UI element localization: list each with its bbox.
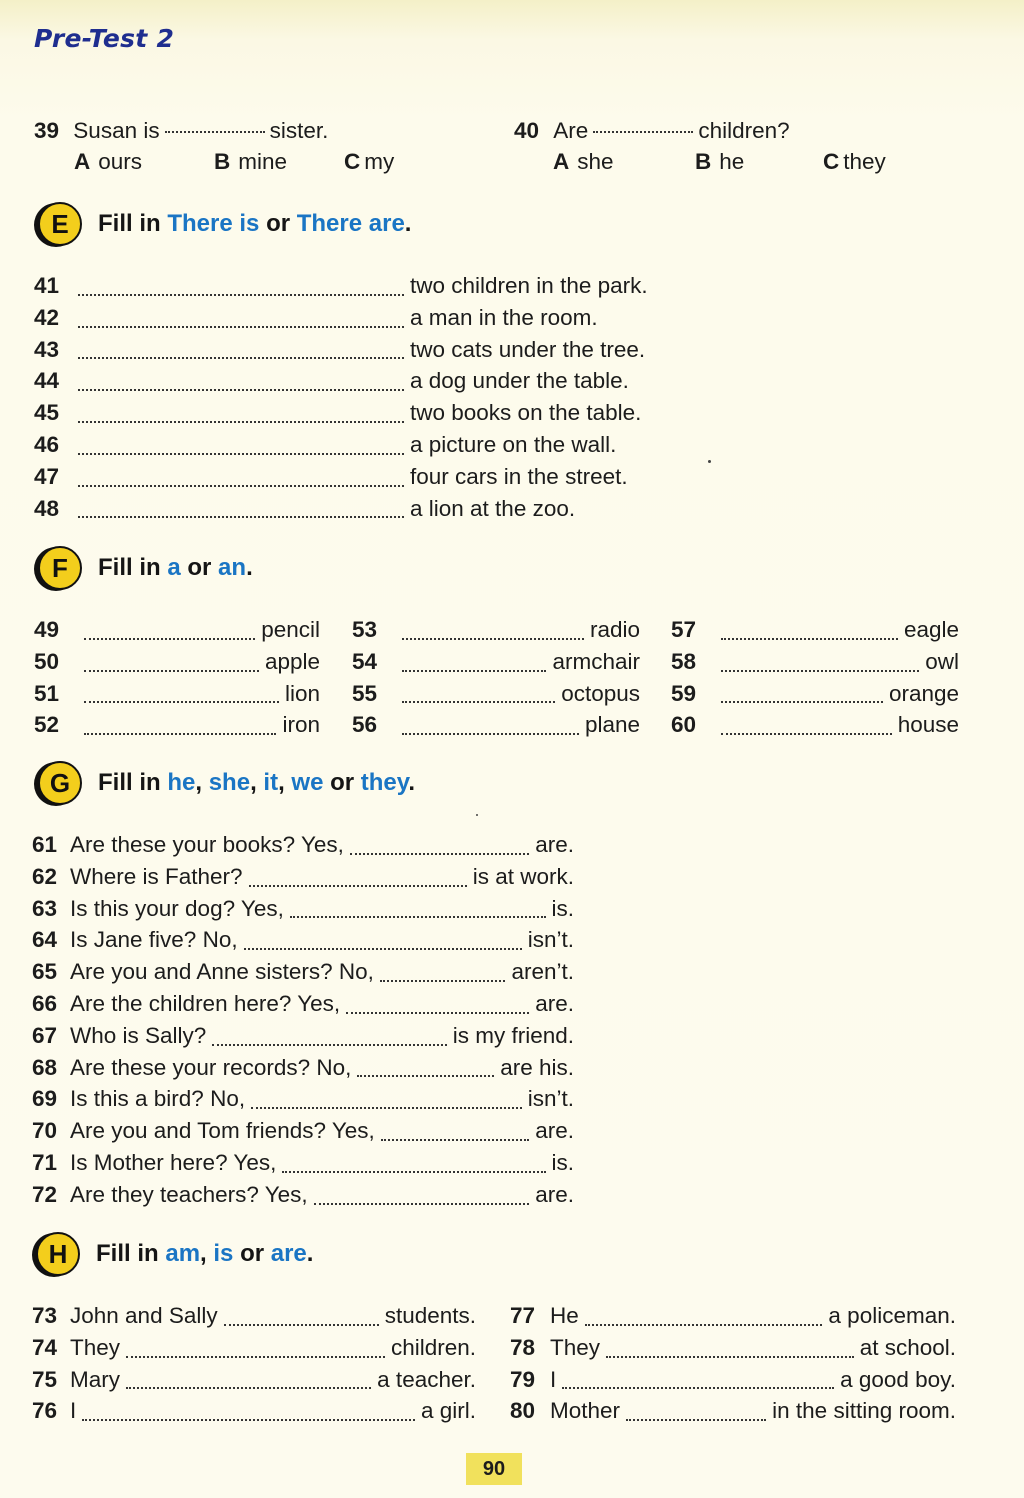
list-item: 45 two books on the table. <box>34 400 642 426</box>
answer-blank[interactable] <box>562 1387 834 1389</box>
answer-blank[interactable] <box>402 733 579 735</box>
options-39 <box>74 149 395 175</box>
list-item: 47 four cars in the street. <box>34 463 628 489</box>
answer-blank[interactable] <box>381 1139 529 1141</box>
answer-blank[interactable] <box>721 701 883 703</box>
list-item: 41 two children in the park. <box>34 273 648 298</box>
list-item: 69 Is this a bird? No, isn’t. <box>32 1086 574 1112</box>
option-b[interactable]: B he <box>695 149 745 174</box>
answer-blank[interactable] <box>126 1387 371 1389</box>
answer-blank[interactable] <box>224 1324 379 1326</box>
question-text-before: Susan is <box>73 118 160 143</box>
question-39 <box>34 118 328 144</box>
section-e-list <box>34 270 674 524</box>
list-item: 67 Who is Sally? is my friend. <box>32 1022 574 1048</box>
scan-speck <box>708 460 711 463</box>
options-40 <box>553 149 886 175</box>
list-item: 48 a lion at the zoo. <box>34 495 576 521</box>
list-item: 59 orange <box>671 680 959 706</box>
list-item: 51 lion <box>34 680 320 706</box>
answer-blank[interactable] <box>82 1419 415 1421</box>
section-f-header <box>38 546 253 590</box>
list-item: 50 apple <box>34 648 320 674</box>
section-instruction: Fill in a or an. <box>98 554 253 581</box>
option-a[interactable]: A ours <box>74 149 143 174</box>
list-item: 43 two cats under the tree. <box>34 336 646 362</box>
answer-blank[interactable] <box>84 670 259 672</box>
answer-blank[interactable] <box>626 1419 766 1421</box>
answer-blank[interactable] <box>380 980 506 982</box>
list-item: 44 a dog under the table. <box>34 368 629 394</box>
list-item: 55 octopus <box>352 680 640 706</box>
section-instruction: Fill in There is or There are. <box>98 210 412 237</box>
section-f-col2 <box>352 614 640 741</box>
list-item: 79 I a good boy. <box>510 1366 956 1392</box>
section-g-header <box>38 761 415 805</box>
list-item: 56 plane <box>352 712 640 738</box>
section-e-header <box>38 202 411 246</box>
section-g-list <box>32 829 574 1211</box>
list-item: 73 John and Sally students. <box>32 1303 476 1328</box>
list-item: 66 Are the children here? Yes, are. <box>32 990 574 1016</box>
answer-blank[interactable] <box>251 1107 522 1109</box>
list-item: 53 radio <box>352 617 640 642</box>
answer-blank[interactable] <box>78 485 404 487</box>
list-item: 63 Is this your dog? Yes, is. <box>32 895 574 921</box>
page-number: 90 <box>466 1453 522 1485</box>
list-item: 54 armchair <box>352 648 640 674</box>
list-item: 58 owl <box>671 648 959 674</box>
answer-blank[interactable] <box>606 1356 854 1358</box>
list-item: 52 iron <box>34 712 320 738</box>
answer-blank[interactable] <box>212 1044 446 1046</box>
answer-blank[interactable] <box>402 638 584 640</box>
list-item: 78 They at school. <box>510 1334 956 1360</box>
list-item: 61 Are these your books? Yes, are. <box>32 832 574 857</box>
option-c[interactable]: C my <box>344 149 395 174</box>
scan-speck <box>476 814 478 816</box>
section-h-header <box>36 1232 313 1276</box>
answer-blank[interactable] <box>346 1012 529 1014</box>
section-letter-badge: F <box>38 546 82 590</box>
section-letter-badge: H <box>36 1232 80 1276</box>
list-item: 80 Mother in the sitting room. <box>510 1398 956 1424</box>
answer-blank[interactable] <box>78 326 404 328</box>
option-c[interactable]: C they <box>823 149 886 174</box>
answer-blank[interactable] <box>78 294 404 296</box>
question-number: 40 <box>514 118 540 143</box>
list-item: 64 Is Jane five? No, isn’t. <box>32 927 574 953</box>
section-letter-badge: G <box>38 761 82 805</box>
list-item: 72 Are they teachers? Yes, are. <box>32 1181 574 1207</box>
page-title: Pre-Test 2 <box>34 24 175 53</box>
section-h-col2 <box>510 1300 956 1427</box>
section-f-col1 <box>34 614 320 741</box>
section-letter-badge: E <box>38 202 82 246</box>
answer-blank[interactable] <box>402 701 555 703</box>
list-item: 57 eagle <box>671 617 959 642</box>
question-number: 39 <box>34 118 60 143</box>
answer-blank[interactable] <box>357 1075 494 1077</box>
answer-blank[interactable] <box>78 516 404 518</box>
answer-blank[interactable] <box>78 389 404 391</box>
answer-blank[interactable] <box>78 453 404 455</box>
answer-blank[interactable] <box>585 1324 823 1326</box>
question-text-before: Are <box>553 118 589 143</box>
answer-blank[interactable] <box>721 670 919 672</box>
option-a[interactable]: A she <box>553 149 614 174</box>
section-instruction: Fill in he, she, it, we or they. <box>98 769 416 796</box>
answer-blank[interactable] <box>593 131 693 133</box>
option-b[interactable]: B mine <box>214 149 288 174</box>
answer-blank[interactable] <box>402 670 546 672</box>
question-40 <box>514 118 790 144</box>
list-item: 65 Are you and Anne sisters? No, aren’t. <box>32 959 574 985</box>
answer-blank[interactable] <box>78 421 404 423</box>
list-item: 46 a picture on the wall. <box>34 431 617 457</box>
answer-blank[interactable] <box>721 733 892 735</box>
list-item: 49 pencil <box>34 617 320 642</box>
list-item: 75 Mary a teacher. <box>32 1366 476 1392</box>
list-item: 62 Where is Father? is at work. <box>32 863 574 889</box>
answer-blank[interactable] <box>84 733 276 735</box>
answer-blank[interactable] <box>244 948 522 950</box>
list-item: 70 Are you and Tom friends? Yes, are. <box>32 1118 574 1144</box>
answer-blank[interactable] <box>314 1203 530 1205</box>
section-h-col1 <box>32 1300 476 1427</box>
answer-blank[interactable] <box>282 1171 545 1173</box>
answer-blank[interactable] <box>84 701 279 703</box>
answer-blank[interactable] <box>350 853 529 855</box>
section-f-col3 <box>671 614 959 741</box>
answer-blank[interactable] <box>290 916 546 918</box>
answer-blank[interactable] <box>249 885 467 887</box>
answer-blank[interactable] <box>78 357 404 359</box>
question-text-after: children? <box>698 118 790 143</box>
answer-blank[interactable] <box>126 1356 385 1358</box>
question-text-after: sister. <box>269 118 329 143</box>
section-instruction: Fill in am, is or are. <box>96 1240 314 1267</box>
answer-blank[interactable] <box>165 131 265 133</box>
list-item: 68 Are these your records? No, are his. <box>32 1054 574 1080</box>
list-item: 71 Is Mother here? Yes, is. <box>32 1149 574 1175</box>
answer-blank[interactable] <box>721 638 898 640</box>
list-item: 76 I a girl. <box>32 1398 476 1424</box>
list-item: 74 They children. <box>32 1334 476 1360</box>
list-item: 42 a man in the room. <box>34 304 598 330</box>
list-item: 60 house <box>671 712 959 738</box>
answer-blank[interactable] <box>84 638 255 640</box>
list-item: 77 He a policeman. <box>510 1303 956 1328</box>
